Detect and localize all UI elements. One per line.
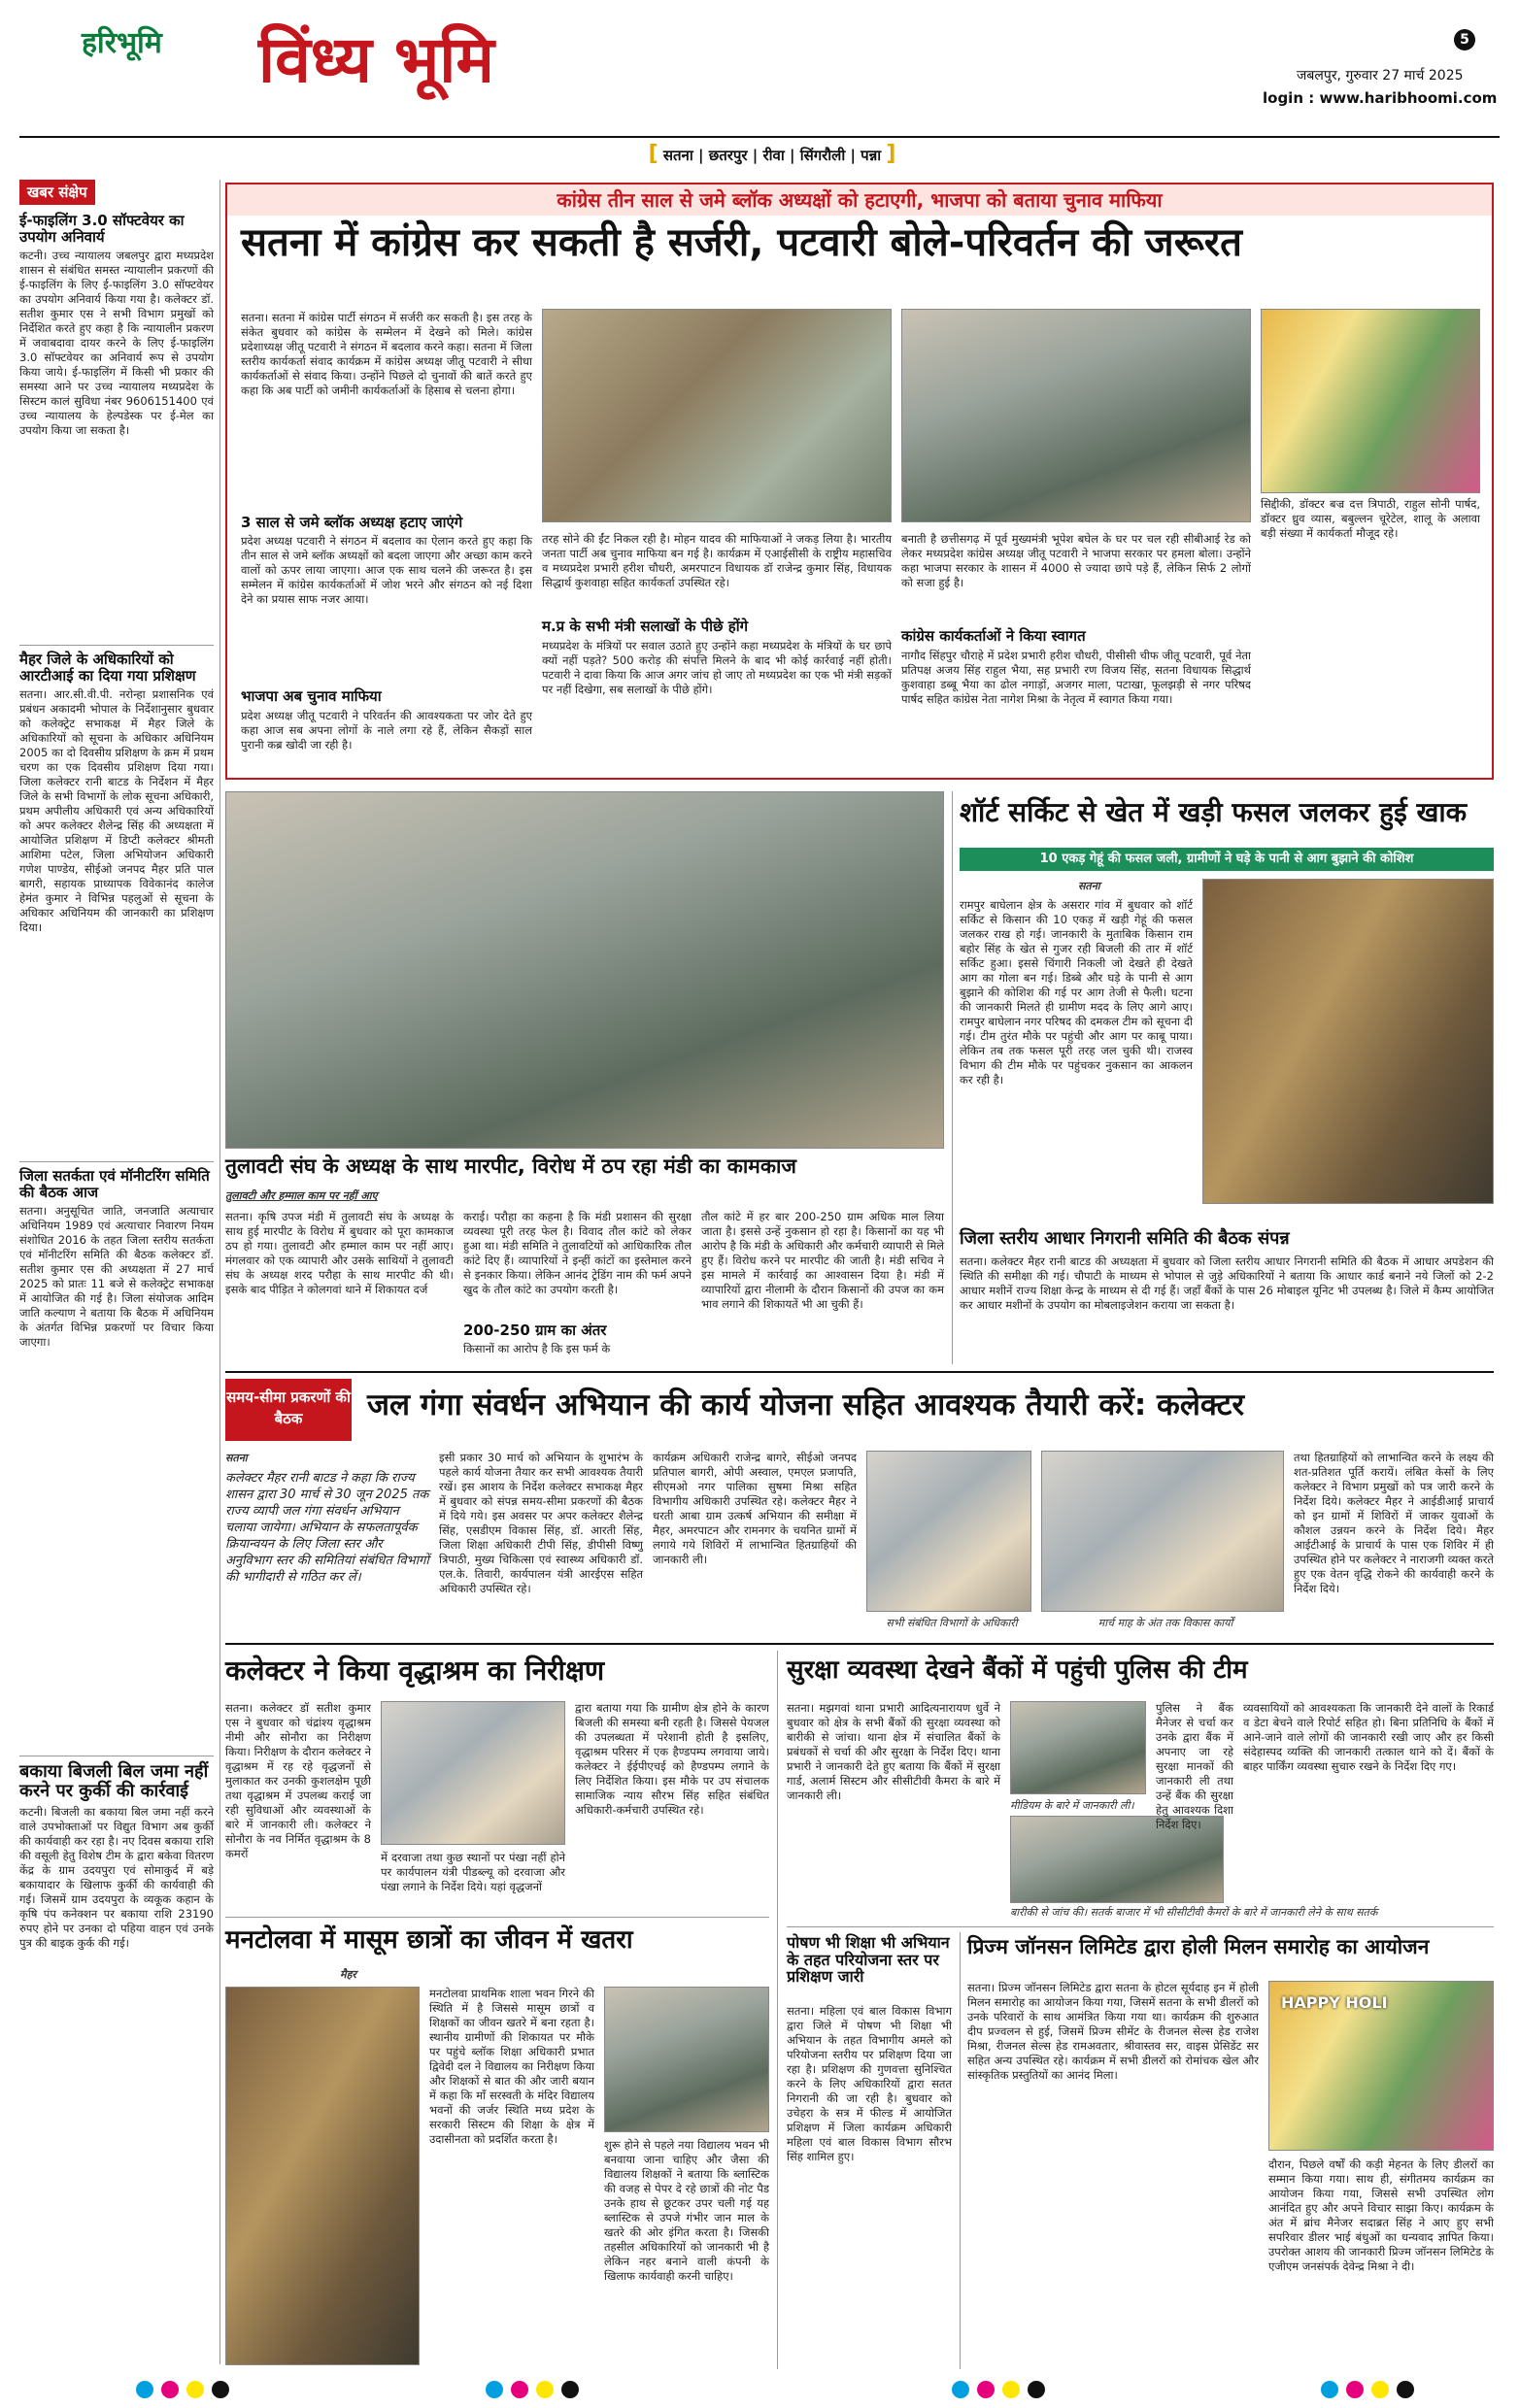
bank-caption2: बारीकी से जांच की। सतर्क बाजार में भी सीसीटीवी कैमरों के बारे में जानकारी लेने के साथ सतर्क [1010,1906,1378,1919]
bank-headline: सुरक्षा व्यवस्था देखने बैंकों में पहुंची पुलिस की टीम [787,1656,1248,1685]
section-rule [225,1371,1494,1373]
photo-mandi-protest [225,791,944,1149]
region-satna[interactable]: सतना [662,147,693,164]
brief-item [19,645,214,1154]
top-story-col1b: प्रदेश अध्यक्ष पटवारी ने संगठन में बदलाव का ऐलान करते हुए कहा कि तीन साल से जमे ब्लॉक अध्यक्षों को बदला जाएगा और अच्छा काम करने वालों को ऊपर लाया जाएगा। आज एक साथ चलने की जरूरत है। इस सम्मेलन में कांग्रेस कार्यकर्ताओं में जोश भरने और संगठन को नई दिशा देने का प्रयास साफ नजर आया। [241,534,532,606]
top-story-caption-right: सिद्दीकी, डॉक्टर बज्र दत्त त्रिपाठी, राहुल सोनी पार्षद, डॉक्टर ध्रुव व्यास, बबुल्लन चूरेटेल, शालू के अलावा बड़ी संख्या में कार्यकर्ता मौजूद रहे। [1261,497,1480,540]
brief-body: कटनी। बिजली का बकाया बिल जमा नहीं करने वाले उपभोक्ताओं पर विद्युत विभाग अब कुर्की की कार्यवाही कर रहा है। नए दिवस बकाया राशि की वसूली हेतु विशेष टीम के द्वारा बकेवा वितरण केंद्र के ग्राम उदयपुरा एवं सोमाकुर्द में बड़े बकायादार के खिलाफ कुर्की की कार्यवाही की गई। जिसमें ग्राम उदयपुरा के व्यकूक कहान के कृषि पंप कनेक्शन पर बकाया राशि 23190 रुपए होने पर उनका दो पहिया वाहन एवं उनके पुत्र की बाइक कुर्क की गई। [19,1804,214,1950]
region-bracket-left: [ [648,142,658,166]
school-col3: शुरू होने से पहले नया विद्यालय भवन भी बनवाया जाना चाहिए और जैसा की विद्यालय शिक्षकों ने बताया कि ब्लास्टिक की वजह से पेपर दे रहे छात्रों की नोट पैड उनके हाथ से छूटकर उपर चली गई यह ब्लास्टिक से उपजे गंभीर जान माल के खतरे की ओर इंगित करता है। जिसकी तहसील अधिकारियों को जानकारी भी है लेकिन नहर बनाने वाली कंपनी के खिलाफ कार्यवाही करनी चाहिए। [604,2138,769,2283]
top-story-col1c: प्रदेश अध्यक्ष जीतू पटवारी ने परिवर्तन की आवश्यकता पर जोर देते हुए कहा आज सब अपना लोगों के नाले लगा रहे हैं, लेकिन सैकड़ों साल पुरानी कब्र खोदी जा रही है। [241,709,532,752]
brief-title: ई-फाइलिंग 3.0 सॉफ्टवेयर का उपयोग अनिवार्य [19,212,185,246]
region-singrauli[interactable]: सिंगरौली [799,147,846,164]
photo-burnt-field [1202,879,1494,1204]
fire-body: रामपुर बाघेलान क्षेत्र के असरार गांव में बुधवार को शॉर्ट सर्किट से किसान की 10 एकड़ में खड़ी गेहूं की फसल जलकर राख हो गई। जानकारी के मुताबिक किसान राम बहोर सिंह के खेत से गुजर रही बिजली की तार में शॉर्ट सर्किट हुआ। इससे चिंगारी निकली जो देखते ही देखते आग का गोला बन गई। डिब्बे और घड़े के पानी से आग बुझाने की कोशिश की गई पर आग तेजी से फैली। घटना की जानकारी मिलते ही ग्रामीण मदद के लिए आगे आए। रामपुर बाघेलान नगर परिषद की दमकल टीम को सूचना दी गई। टीम तुरंत मौके पर पहुंची और आग पर काबू पाया। लेकिन तब तक फसल पूरी तरह जल चुकी थी। राजस्व विभाग की टीम मौके पर पहुंचकर नुकसान का आकलन कर रही है। [960,898,1193,1087]
region-rewa[interactable]: रीवा [762,147,785,164]
photo-meeting-collector [1041,1451,1284,1612]
top-story-col1: सतना। सतना में कांग्रेस पार्टी संगठन में सर्जरी कर सकती है। इस तरह के संकेत बुधवार को कांग्रेस के सम्मेलन में देखने को मिले। कांग्रेस प्रदेशाध्यक्ष जीतू पटवारी ने संगठन में बदलाव करने कहा। सतना में जिला स्तरीय कार्यकर्ता संवाद कार्यक्रम में कांग्रेस अध्यक्ष जीतू पटवारी ने सीधा कार्यकर्ताओं से संवाद किया। उन्होंने पिछले दो चुनावों की बातें करते हुए कहा कि अब पार्टी को जमीनी कार्यकर्ताओं के हिसाब से चलना होगा। [241,311,532,397]
mandi-col3: तौल कांटे में हर बार 200-250 ग्राम अधिक माल लिया जाता है। इससे उन्हें नुकसान हो रहा है। किसानों का यह भी आरोप है कि मंडी के अधिकारी और कर्मचारी व्यापारी से मिले हुए हैं। विरोध करने पर मारपीट की जाती है। मंडी सचिव ने इस मामले में कार्रवाई का आश्वासन दिया है। मंडी में व्यापारियों द्वारा नीलामी के दौरान किसानों की उपज का कम भाव लगाने की शिकायतें भी आ चुकी हैं। [701,1210,944,1311]
poshan-body: सतना। महिला एवं बाल विकास विभाग द्वारा जिले में पोषण भी शिक्षा भी अभियान के तहत विभागीय अमले को परियोजना स्तरीय पर प्रशिक्षण दिया जा रहा है। प्रशिक्षण की गुणवत्ता सुनिश्चित करने के लिए अधिकारियों द्वारा सतत निगरानी की जा रही है। बुधवार को उचेहरा के सत्र में फील्ड में आयोजित प्रशिक्षण में जिला कार्यक्रम अधिकारी महिला एवं बाल विकास विभाग सौरभ सिंह शामिल हुए। [787,2004,952,2163]
photo-old-age-home [381,1701,565,1845]
school-col2: मनटोलवा प्राथमिक शाला भवन गिरने की स्थिति में है जिससे मासूम छात्रों व शिक्षकों का जीवन खतरे में बना रहता है। स्थानीय ग्रामीणों की शिकायत पर मौके पर पहुंचे ब्लॉक शिक्षा अधिकारी प्रभात द्विवेदी दल ने विद्यालय का निरीक्षण किया और शिक्षकों से बात की और जारी बयान में कहा कि माँ सरस्वती के मंदिर विद्यालय भवनों की जर्जर स्थिति मध्य प्रदेश के सरकारी सिस्टम की शिक्षा के क्षेत्र में उदासीनता को प्रदर्शित करता है। [429,1987,594,2146]
website-login[interactable]: login : www.haribhoomi.com [1263,89,1498,107]
region-strip: [ सतना | छतरपुर | रीवा | सिंगरौली | पन्ना ] [648,142,896,166]
top-story-sub4: कांग्रेस कार्यकर्ताओं ने किया स्वागत [901,627,1086,645]
mandi-col2: कराई। परौहा का कहना है कि मंडी प्रशासन की सुरक्षा व्यवस्था पूरी तरह फेल है। विवाद तौल कांटे को लेकर हुआ था। मंडी समिति ने तुलावटियों को आधिकारिक तौल कांटे दिए हैं। व्यापारियों ने इन्हीं कांटों का इस्तेमाल करने से इनकार किया। लेकिन आनंद ट्रेडिंग नाम की फर्म अपने खुद के तौल कांटे का उपयोग करती है। [463,1210,692,1296]
photo-bank-visit-1 [1010,1701,1146,1794]
jal-col3: कार्यक्रम अधिकारी राजेन्द्र बागरे, सीईओ जनपद प्रतिपाल बागरी, ओपी अस्वाल, एमएल प्रजापति, सीएमओ नगर पालिका सुषमा मिश्रा सहित विभागीय अधिकारी उपस्थित रहे। कलेक्टर मैहर ने धरती आबा ग्राम उत्कर्ष अभियान की समीक्षा में मैहर, अमरपाटन और रामनगर के चयनित ग्रामों में लगाये गये शिविरों में लाभान्वित हितग्राहियों की जानकारी ली। [653,1451,857,1566]
brief-title: बकाया बिजली बिल जमा नहीं करने पर कुर्की की कार्रवाई [19,1761,209,1801]
news-brief-column [19,180,214,2364]
masthead-rule [19,136,1500,138]
region-chhatarpur[interactable]: छतरपुर [708,147,748,164]
aadhaar-body: सतना। कलेक्टर मैहर रानी बाटड की अध्यक्षता में बुधवार को जिला स्तरीय आधार निगरानी समिति की बैठक में आधार अपडेशन की स्थिति की समीक्षा की गई। चौपाटी के माध्यम से भोपाल से जुड़े अधिकारियों ने बताया कि आधार कार्ड बनाने नये जिलों को 2-2 आधार मशीनें राज्य शिक्षा केन्द्र के माध्यम से दी गई हैं। जहाँ बैंकों के पास 26 मोबाइल यूनिट भी उपलब्ध है। जिले में कैम्प आयोजित कर आधार मशीनों के उपयोग का मोबलाइजेशन कराया जा सकता है। [960,1254,1494,1312]
brief-item [19,213,214,637]
holi-banner-text: HAPPY HOLI [1281,1993,1388,2012]
jal-highlight: कलेक्टर मैहर रानी बाटड ने कहा कि राज्य शासन द्वारा 30 मार्च से 30 जून 2025 तक राज्य व्यापी जल गंगा संवर्धन अभियान चलाया जायेगा। अभियान के सफलतापूर्वक क्रियान्वयन के लिए जिला स्तर और अनुविभाग स्तर की समितियां संबंधित विभागों की भागीदारी से गठित कर लें। [225,1471,429,1585]
jal-caption1: सभी संबंधित विभागों के अधिकारी [886,1617,1018,1629]
page-title: विंध्य भूमि [258,22,494,97]
oldage-col3: द्वारा बताया गया कि ग्रामीण क्षेत्र होने के कारण बिजली की समस्या बनी रहती है। जिससे पेयजल की उपलब्धता में परेशानी होती है इसलिए, वृद्धाश्रम परिसर में एक हैण्डपम्प लगवाया जाये। कलेक्टर ने ईईपीएचई को हैण्डपम्प लगाने के लिए निर्देशित किया। इस मौके पर उप संचालक सामाजिक न्याय सौरभ सिंह सहित संबंधित अधिकारी-कर्मचारी उपस्थित रहे। [575,1701,769,1817]
top-story-headline: सतना में कांग्रेस कर सकती है सर्जरी, पटवारी बोले-परिवर्तन की जरूरत [241,220,1242,265]
top-story-sub2: भाजपा अब चुनाव माफिया [241,687,382,705]
bank-col3: पुलिस ने बैंक मैनेजर से चर्चा कर उनके द्वारा बैंक में अपनाए जा रहे सुरक्षा मानकों की जानकारी ली तथा उन्हें बैंक की सुरक्षा हेतु आवश्यक दिशा निर्देश दिए। [1156,1701,1233,1831]
column-divider [952,791,953,1364]
brief-title: मैहर जिले के अधिकारियों को आरटीआई का दिया गया प्रशिक्षण [19,651,196,685]
region-bracket-right: ] [886,142,896,166]
jal-caption2: मार्च माह के अंत तक विकास कार्यों [1097,1617,1233,1629]
column-divider [960,1932,961,2369]
jal-tag: समय-सीमा प्रकरणों की बैठक [225,1379,352,1441]
brief-body: कटनी। उच्च न्यायालय जबलपुर द्वारा मध्यप्रदेश शासन से संबंधित समस्त न्यायालीन प्रकरणों की ई-फाइलिंग के लिए ई-फाइलिंग 3.0 सॉफ्टवेयर का उपयोग अनिवार्य किया गया है। कलेक्टर डॉ. सतीश कुमार एस ने सभी विभाग प्रमुखों को निर्देशित करते हुए कहा है कि न्यायालीन प्रकरण में जवाबदावा दायर करने के लिए ई-फाइलिंग 3.0 सॉफ्टवेयर का अनिवार्य रूप से उपयोग किया जाये। ई-फाइलिंग में किसी भी प्रकार की समस्या आने पर उच्च न्यायालय मध्यप्रदेश के सिस्टम कालं सुविधा नंबर 9606151400 एवं उच्च न्यायालय के हेल्पडेस्क पर ई-मेल का उपयोग किया जा सकता है। [19,249,214,437]
school-dateline: मैहर [340,1968,356,1981]
page-number: 5 [1454,29,1475,50]
mandi-col1: सतना। कृषि उपज मंडी में तुलावटी संघ के अध्यक्ष के साथ हुई मारपीट के विरोध में बुधवार को पूरा कामकाज ठप हो गया। तुलावटी और हम्माल काम पर नहीं आए। मंगलवार को एक व्यापारी और उसके साथियों ने तुलावटी संघ के अध्यक्ष शरद परौहा के साथ मारपीट की थी। इसके बाद पीड़ित ने कोलगवां थाने में शिकायत दर्ज [225,1210,454,1296]
top-story-sub3: म.प्र के सभी मंत्री सलाखों के पीछे होंगे [542,618,749,635]
section-rule [225,1917,769,1918]
bank-caption1: मीडियम के बारे में जानकारी ली। [1010,1799,1134,1812]
section-rule [225,1643,1494,1645]
bank-col1: सतना। मझगवां थाना प्रभारी आदित्यनारायण धुर्वे ने बुधवार को क्षेत्र के सभी बैंकों की सुरक्षा व्यवस्था को बारीकी से जांचा। थाना क्षेत्र में संचालित बैंकों के प्रबंधकों से चर्चा की और सुरक्षा के निर्देश दिए। थाना प्रभारी ने जानकारी देते हुए बताया कि बैंकों में सुरक्षा गार्ड, अलार्म सिस्टम और सीसीटीवी कैमरा के बारे में जानकारी ली। [787,1701,1000,1802]
photo-congress-welcome [542,309,892,522]
section-rule [787,1926,1494,1927]
mandi-sub: 200-250 ग्राम का अंतर [463,1321,607,1339]
brief-item [19,1161,214,1748]
photo-damaged-ceiling [225,1987,420,2365]
mandi-headline: तुलावटी संघ के अध्यक्ष के साथ मारपीट, विरोध में ठप रहा मंडी का कामकाज [225,1154,796,1178]
region-panna[interactable]: पन्ना [861,147,882,164]
photo-school-room [604,1987,769,2132]
oldage-col1: सतना। कलेक्टर डॉ सतीश कुमार एस ने बुधवार को चंद्रांश्य वृद्धाश्रम नीमी और सोनौरा का निरीक्षण किया। निरीक्षण के दौरान कलेक्टर ने वृद्धाश्रम में रह रहे वृद्धजनों से मुलाकात कर उनकी कुशलक्षेम पूछी तथा वृद्धाश्रम में उपलब्ध कराई जा रही सुविधाओं और व्यवस्थाओं के बारे में जानकारी ली। कलेक्टर ने सोनौरा के नव निर्मित वृद्धाश्रम के 8 कमरों [225,1701,371,1860]
top-story-box [225,183,1494,780]
mandi-kicker: तुलावटी और हम्माल काम पर नहीं आए [225,1189,378,1202]
brief-body: सतना। आर.सी.वी.पी. नरोन्हा प्रशासनिक एवं प्रबंधन अकादमी भोपाल के निर्देशानुसार बुधवार को कलेक्ट्रेट सभाकक्ष में मैहर जिले के अधिकारियों को सूचना के अधिकार अधिनियम 2005 का दो दिवसीय प्रशिक्षण के क्रम में प्रथम चरण का एक दिवसीय प्रशिक्षण दिया गया। जिला कलेक्टर रानी बाटड के निर्देशन में मैहर जिले के सभी विभागों के लोक सूचना अधिकारी, प्रथम अपीलीय अधिकारी एवं अन्य अधिकारियों को अपर कलेक्टर शैलेन्द्र सिंह की अध्यक्षता में आयोजित प्रशिक्षण में डिप्टी कलेक्टर श्रीमती आशिमा पटेल, जिला अभियोजन अधिकारी गणेश पाण्डेय, सीईओ जनपद मैहर प्रति पाल बागरी, सहायक प्राध्यापक विवेकानंद कालेज हेमंत कुमार ने विभिन्न पहलुओं से सूचना के अधिकार अधिनियम की जानकारी का प्रशिक्षण दिया। [19,687,214,934]
top-story-kicker: कांग्रेस तीन साल से जमे ब्लॉक अध्यक्षों को हटाएगी, भाजपा को बताया चुनाव माफिया [227,184,1492,216]
aadhaar-headline: जिला स्तरीय आधार निगरानी समिति की बैठक संपन्न [960,1228,1290,1249]
jal-col2: इसी प्रकार 30 मार्च को अभियान के शुभारंभ के पहले कार्य योजना तैयार कर सभी आवश्यक तैयारी रखें। इस आशय के निर्देश कलेक्टर सभाकक्ष मैहर में बुधवार को संपन्न समय-सीमा प्रकरणों की बैठक में दिये गये। इस अवसर पर अपर कलेक्टर शैलेन्द्र सिंह, एसडीएम विकास सिंह, डॉ. आरती सिंह, जिला शिक्षा अधिकारी टीपी सिंह, डीपीसी विष्णु त्रिपाठी, मुख्य चिकित्सा एवं स्वास्थ्य अधिकारी डॉ. एल.के. तिवारी, कार्यपालन यंत्री आरईएस सहित अधिकारी उपस्थित रहे। [439,1451,643,1595]
column-divider [777,1651,778,2369]
footer-registration-marks [0,2375,1519,2408]
issue-date: जबलपुर, गुरुवार 27 मार्च 2025 [1297,68,1464,84]
photo-congress-stage [901,309,1251,522]
jal-dateline: सतना [225,1452,248,1464]
photo-holi-event [1268,1981,1494,2151]
poshan-headline: पोषण भी शिक्षा भी अभियान के तहत परियोजना स्तर पर प्रशिक्षण जारी [787,1933,950,1987]
jal-col5: तथा हितग्राहियों को लाभान्वित करने के लक्ष्य की शत-प्रतिशत पूर्ति करायें। लंबित केसों के लिए कलेक्टर ने विभाग प्रमुखों को पत्र जारी करने के निर्देश दिये। कलेक्टर मैहर ने आईडीआई प्राचार्य को इन ग्रामों में शिविरों में जाकर युवाओं के कौशल उन्नयन करने के निर्देश दिये। मैहर आईटीआई के प्राचार्य के पास एक शिविर में ही उपस्थित होने पर कलेक्टर ने नाराजगी व्यक्त करते हुए एक वेतन वृद्धि रोकने की कार्यवाही करने के निर्देश दिये। [1294,1451,1494,1595]
fire-dateline: सतना [1078,880,1100,892]
oldage-col2: में दरवाजा तथा कुछ स्थानों पर पंखा नहीं होने पर कार्यपालन यंत्री पीडब्ल्यू को दरवाजा और पंखा लगाने के निर्देश दिये। यहां वृद्धजनों [381,1851,565,1893]
top-story-sub1: 3 साल से जमे ब्लॉक अध्यक्ष हटाए जाएंगे [241,514,463,531]
top-story-col3: बनाती है छत्तीसगढ़ में पूर्व मुख्यमंत्री भूपेश बघेल के घर पर चल रही सीबीआई रेड को लेकर मध्यप्रदेश कांग्रेस अध्यक्ष जीतू पटवारी ने भाजपा सरकार पर हमला बोला। उन्होंने कहा भाजपा सरकार के शासन में 4000 से ज्यादा छापे पड़े हैं, लेकिन सिर्फ 2 लोगों को सजा हुई है। [901,532,1251,589]
brief-body: सतना। अनुसूचित जाति, जनजाति अत्याचार अधिनियम 1989 एवं अत्याचार निवारण नियम संशोधित 2016 के तहत जिला स्तरीय सतर्कता एवं मॉनीटरिंग समिति की बैठक कलेक्टर डॉ. सतीश कुमार एस की अध्यक्षता में 27 मार्च 2025 को प्रातः 11 बजे से कलेक्ट्रेट सभाकक्ष में आयोजित की गई है। जिला संयोजक आदिम जाति कल्याण ने बताया कि बैठक में अधिनियम के अंतर्गत विभिन्न प्रकरणों पर विचार किया जाएगा। [19,1204,214,1349]
mandi-col2b: किसानों का आरोप है कि इस फर्म के [463,1342,611,1355]
school-headline: मनटोलवा में मासूम छात्रों का जीवन में खतरा [225,1925,633,1955]
holi-headline: प्रिज्म जॉनसन लिमिटेड द्वारा होली मिलन समारोह का आयोजन [967,1935,1430,1958]
brief-item [19,1756,214,2349]
jal-headline: जल गंगा संवर्धन अभियान की कार्य योजना सहित आवश्यक तैयारी करें: कलेक्टर [367,1388,1245,1422]
photo-meeting-officers [866,1451,1031,1612]
masthead [0,0,1519,166]
top-story-col3b: नागौद सिंहपुर चौराहे में प्रदेश प्रभारी हरीश चौधरी, पीसीसी चीफ जीतू पटवारी, पूर्व नेता प्रतिपक्ष अजय सिंह राहुल भैया, सह प्रभारी रण विजय सिंह, सतना विधायक सिद्धार्थ कुशवाहा डब्बू भैया का ढोल नगाड़ों, अजगर माला, पटाखा, फूलझड़ी से नगर परिषद पार्षद सहित कांग्रेस नेता नागेश मिश्रा के नेतृत्व में स्वागत किया गया। [901,649,1251,706]
oldage-headline: कलेक्टर ने किया वृद्धाश्रम का निरीक्षण [225,1655,605,1687]
brief-title: जिला सतर्कता एवं मॉनीटरिंग समिति की बैठक आज [19,1167,210,1201]
holi-caption: दौरान, पिछले वर्षों की कड़ी मेहनत के लिए डीलरों का सम्मान किया गया। साथ ही, संगीतमय कार्यक्रम का आयोजन किया गया, जिससे सभी उपस्थित लोग आनंदित हुए और अपने विचार साझा किए। कार्यक्रम के अंत में ब्रांच मैनेजर सदाब्रत सिंह ने आए हुए सभी सपरिवार डीलर भाई बंधुओं का धन्यवाद ज्ञापित किया। उपरोक्त आशय की जानकारी प्रिज्म जॉनसन लिमिटेड के एजीएम जनसंपर्क देवेन्द्र मिश्रा ने दी। [1268,2157,1494,2273]
brand-logo: हरिभूमि [82,26,162,60]
photo-crowd [1261,309,1480,493]
top-story-col2: तरह सोने की ईंट निकल रही है। मोहन यादव की माफियाओं ने जकड़ लिया है। भारतीय जनता पार्टी अब चुनाव माफिया बन गई है। कार्यक्रम में एआईसीसी के राष्ट्रीय महासचिव व मध्यप्रदेश प्रभारी हरीश चौधरी, अमरपाटन विधायक डॉ राजेन्द्र कुमार सिंह, विधायक सिद्धार्थ कुशवाहा सहित कार्यकर्ता उपस्थित रहे। [542,532,892,589]
holi-body: सतना। प्रिज्म जॉनसन लिमिटेड द्वारा सतना के होटल सूर्यदाह इन में होली मिलन समारोह का आयोजन किया गया, जिसमें सतना के सभी डीलरों को उनके परिवारों के साथ आमंत्रित किया गया था। कार्यक्रम की शुरुआत दीप प्रज्वलन से हुई, जिसमें प्रिज्म सीमेंट के रीजनल सेल्स हेड राजेश मिश्रा, रीजनल सेल्स हेड रामअवतार, श्रीवास्तव सर, वाइस प्रेसिडेंट सर सहित अन्य उपस्थित रहे। कार्यक्रम में सभी डीलरों को रोमांचक खेल और सांस्कृतिक प्रस्तुतियों का आनंद मिला। [967,1981,1259,2082]
news-brief-label: खबर संक्षेप [19,180,95,205]
bank-col4: व्यवसायियों को आवश्यकता कि जानकारी देने वालों के रिकार्ड व डेटा बेचने वाले रिपोर्ट सहित हो। बिना प्रतिनिधि के बैंकों में आने-जाने वाले लोगों की जानकारी रखी जाए और हर किसी संदेहास्पद व्यक्ति की जानकारी तत्काल थाने को दें। बैंकों के बाहर पार्किंग व्यवस्था सुचारु रखने के निर्देश दिए गए। [1243,1701,1494,1773]
fire-headline: शॉर्ट सर्किट से खेत में खड़ी फसल जलकर हुई खाक [960,796,1468,828]
top-story-col2b: मध्यप्रदेश के मंत्रियों पर सवाल उठाते हुए उन्होंने कहा मध्यप्रदेश के मंत्रियों के घर छापे क्यों नहीं पड़ते? 500 करोड़ की संपत्ति मिलने के बाद भी कोई कार्रवाई नहीं होती। पटवारी ने दावा किया कि आज अगर जांच हो जाए तो मध्यप्रदेश का एक भी मंत्री सड़कों पर नहीं दिखेगा, सब सलाखों के पीछे होंगे। [542,639,892,696]
fire-kicker: 10 एकड़ गेहूं की फसल जली, ग्रामीणों ने घड़े के पानी से आग बुझाने की कोशिश [960,848,1494,871]
sidebar-divider [219,180,220,2364]
